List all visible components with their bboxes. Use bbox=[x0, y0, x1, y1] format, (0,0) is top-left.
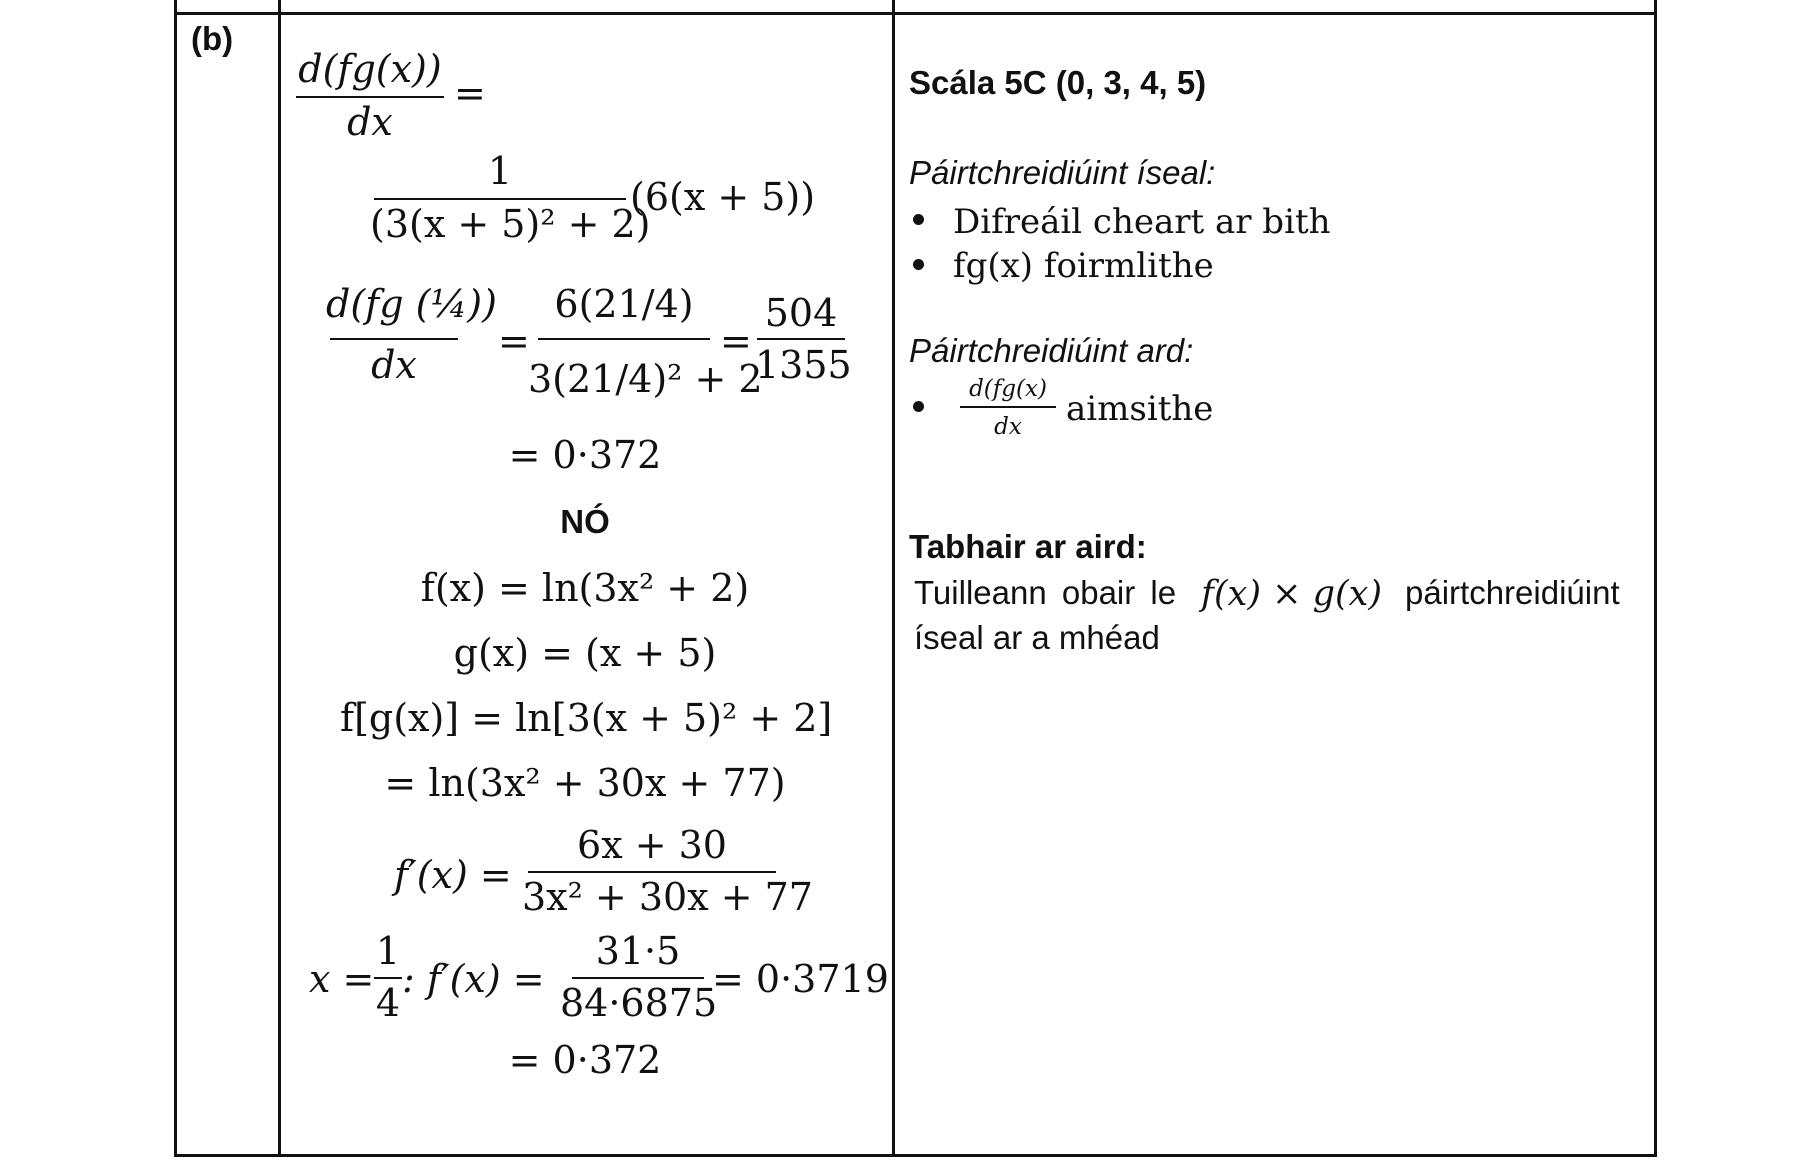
note-text: íseal ar a mhéad bbox=[914, 619, 1160, 656]
fraction-numerator: d(fg (¼)) bbox=[326, 282, 497, 326]
fraction-numerator: 31·5 bbox=[595, 929, 681, 973]
bullet-icon bbox=[913, 401, 924, 412]
list-item-text: aimsithe bbox=[1066, 389, 1214, 429]
part-label: (b) bbox=[191, 20, 234, 57]
scale-title: Scála 5C (0, 3, 4, 5) bbox=[909, 64, 1207, 101]
decimal-result: = 0·372 bbox=[508, 433, 662, 477]
fraction-numerator: 1 bbox=[375, 929, 401, 973]
numeric-result: = 0·3719 bbox=[712, 957, 889, 1001]
fraction-numerator: 504 bbox=[764, 291, 838, 335]
col-border-solution bbox=[892, 0, 895, 1157]
composite-definition: f[g(x)] = ln[3(x + 5)² + 2] bbox=[340, 696, 833, 740]
fraction-bar bbox=[296, 96, 444, 98]
fraction-bar bbox=[330, 338, 458, 340]
fraction-denominator: dx bbox=[371, 343, 417, 387]
fraction-numerator: 1 bbox=[487, 149, 513, 193]
f-definition: f(x) = ln(3x² + 2) bbox=[420, 566, 750, 610]
equals-sign: = bbox=[498, 319, 530, 363]
col-border-right bbox=[1654, 0, 1657, 1157]
high-partial-heading: Páirtchreidiúint ard: bbox=[909, 332, 1194, 369]
fraction-denominator: (3(x + 5)² + 2) bbox=[370, 202, 651, 246]
fraction-bar bbox=[572, 977, 704, 979]
note-text: páirtchreidiúint bbox=[1405, 574, 1620, 611]
fraction-numerator: 6(21/4) bbox=[554, 282, 694, 326]
small-fraction-denominator: dx bbox=[994, 414, 1022, 440]
col-border-label bbox=[278, 0, 281, 1157]
small-fraction-numerator: d(fg(x) bbox=[969, 376, 1047, 402]
fraction-denominator: 1355 bbox=[755, 343, 852, 387]
fraction-denominator: 84·6875 bbox=[560, 981, 718, 1025]
equals-sign: = bbox=[454, 71, 486, 115]
list-item-text: Difreáil cheart ar bith bbox=[953, 202, 1331, 242]
or-label: NÓ bbox=[560, 503, 610, 540]
x-equals: x = bbox=[309, 957, 375, 1001]
final-rounded-result: = 0·372 bbox=[508, 1038, 662, 1082]
fraction-bar bbox=[538, 338, 710, 340]
note-text: Tuilleann obair le bbox=[914, 574, 1177, 611]
fraction-numerator: 6x + 30 bbox=[577, 823, 727, 867]
fraction-denominator: dx bbox=[347, 100, 393, 144]
fraction-bar bbox=[960, 406, 1056, 408]
row-bottom-border bbox=[175, 1154, 1656, 1157]
equals-sign: = bbox=[720, 319, 752, 363]
list-item-text: fg(x) foirmlithe bbox=[953, 246, 1214, 286]
row-top-border bbox=[175, 12, 1656, 15]
low-partial-heading: Páirtchreidiúint íseal: bbox=[909, 154, 1216, 191]
col-border-left bbox=[174, 0, 177, 1157]
chain-rule-factor: (6(x + 5)) bbox=[630, 175, 816, 219]
fraction-bar bbox=[528, 871, 776, 873]
fraction-bar bbox=[374, 977, 402, 979]
fraction-bar bbox=[757, 338, 845, 340]
composite-expanded: = ln(3x² + 30x + 77) bbox=[384, 761, 786, 805]
g-definition: g(x) = (x + 5) bbox=[453, 631, 717, 675]
note-heading: Tabhair ar aird: bbox=[909, 528, 1147, 565]
fraction-denominator: 3(21/4)² + 2 bbox=[528, 357, 763, 401]
bullet-icon bbox=[913, 214, 924, 225]
derivative-at-x-label: : f′(x) = bbox=[402, 957, 545, 1001]
derivative-label: f′(x) = bbox=[394, 853, 512, 897]
bullet-icon bbox=[913, 259, 924, 270]
fraction-denominator: 3x² + 30x + 77 bbox=[522, 875, 813, 919]
fraction-numerator: d(fg(x)) bbox=[298, 47, 442, 91]
note-expression: f(x) × g(x) bbox=[1201, 574, 1383, 614]
fraction-denominator: 4 bbox=[375, 981, 401, 1025]
fraction-bar bbox=[374, 198, 626, 200]
